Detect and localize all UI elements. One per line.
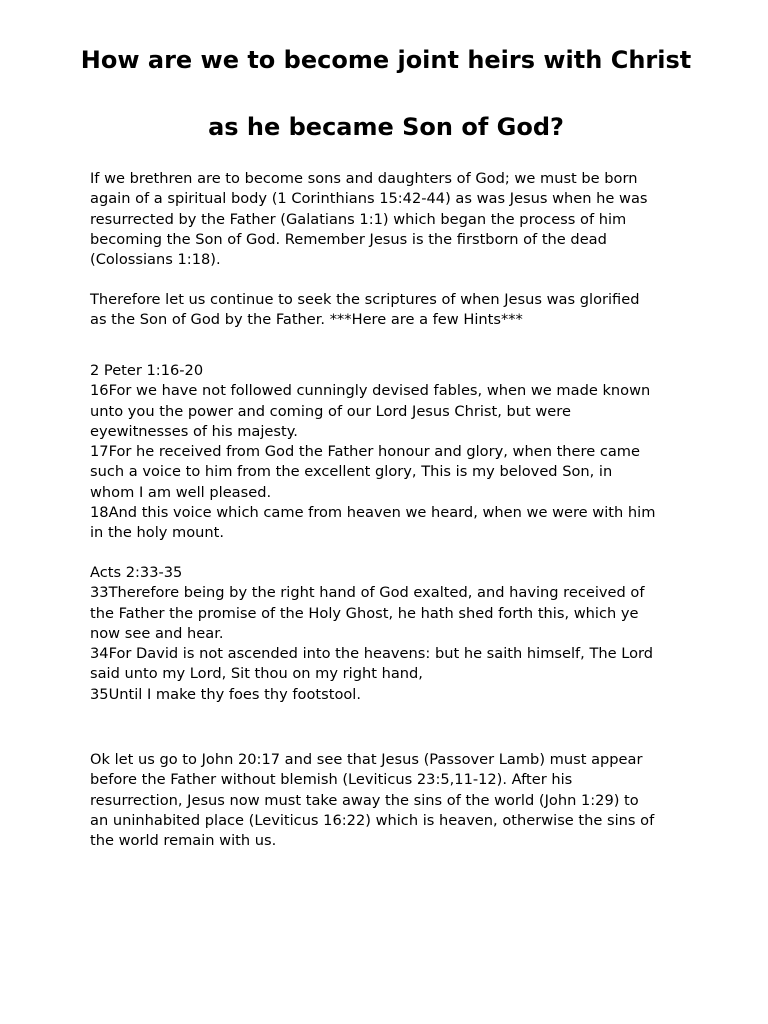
text-line: becoming the Son of God. Remember Jesus is the firstborn of the dead bbox=[90, 230, 607, 248]
text-line: before the Father without blemish (Leviticus 23:5,11-12). After his bbox=[90, 771, 573, 789]
verse-line: 35Until I make thy foes thy footstool. bbox=[90, 685, 361, 703]
verse-line: 17For he received from God the Father honour and glory, when there came bbox=[90, 443, 640, 461]
closing-paragraph bbox=[90, 750, 690, 851]
verse-line: such a voice to him from the excellent glory, This is my beloved Son, in bbox=[90, 463, 613, 481]
verse-line: in the holy mount. bbox=[90, 524, 225, 542]
acts-passage bbox=[90, 563, 690, 705]
text-line: resurrected by the Father (Galatians 1:1) which began the process of him bbox=[90, 210, 627, 228]
text-line: resurrection, Jesus now must take away the sins of the world (John 1:29) to bbox=[90, 791, 639, 809]
verse-line: eyewitnesses of his majesty. bbox=[90, 422, 298, 440]
verse-line: the Father the promise of the Holy Ghost, he hath shed forth this, which ye bbox=[90, 604, 639, 622]
text-line: If we brethren are to become sons and daughters of God; we must be born bbox=[90, 170, 638, 187]
verse-line: now see and hear. bbox=[90, 624, 224, 642]
text-line: again of a spiritual body (1 Corinthians 15:42-44) as was Jesus when he was bbox=[90, 190, 648, 208]
hints-paragraph bbox=[90, 290, 690, 331]
verse-line: 16For we have not followed cunningly devised fables, when we made known bbox=[90, 382, 651, 400]
text-line: Ok let us go to John 20:17 and see that Jesus (Passover Lamb) must appear bbox=[90, 751, 643, 768]
text-line: (Colossians 1:18). bbox=[90, 251, 221, 269]
verse-line: 18And this voice which came from heaven we heard, when we were with him bbox=[90, 504, 656, 522]
text-line: an uninhabited place (Leviticus 16:22) which is heaven, otherwise the sins of bbox=[90, 811, 655, 829]
scripture-reference: 2 Peter 1:16-20 bbox=[90, 362, 204, 379]
document-subtitle: as he became Son of God? bbox=[208, 113, 564, 141]
verse-line: 34For David is not ascended into the heavens: but he saith himself, The Lord bbox=[90, 645, 654, 663]
scripture-reference: Acts 2:33-35 bbox=[90, 564, 183, 581]
document-title: How are we to become joint heirs with Christ bbox=[80, 46, 692, 74]
verse-line: 33Therefore being by the right hand of God exalted, and having received of bbox=[90, 584, 645, 602]
verse-line: whom I am well pleased. bbox=[90, 483, 272, 501]
verse-line: unto you the power and coming of our Lord Jesus Christ, but were bbox=[90, 402, 571, 420]
peter-passage bbox=[90, 361, 690, 544]
text-line: as the Son of God by the Father. ***Here are a few Hints*** bbox=[90, 311, 523, 329]
text-line: the world remain with us. bbox=[90, 832, 277, 850]
intro-paragraph bbox=[90, 169, 690, 270]
text-line: Therefore let us continue to seek the scriptures of when Jesus was glorified bbox=[90, 291, 640, 308]
verse-line: said unto my Lord, Sit thou on my right hand, bbox=[90, 665, 423, 683]
